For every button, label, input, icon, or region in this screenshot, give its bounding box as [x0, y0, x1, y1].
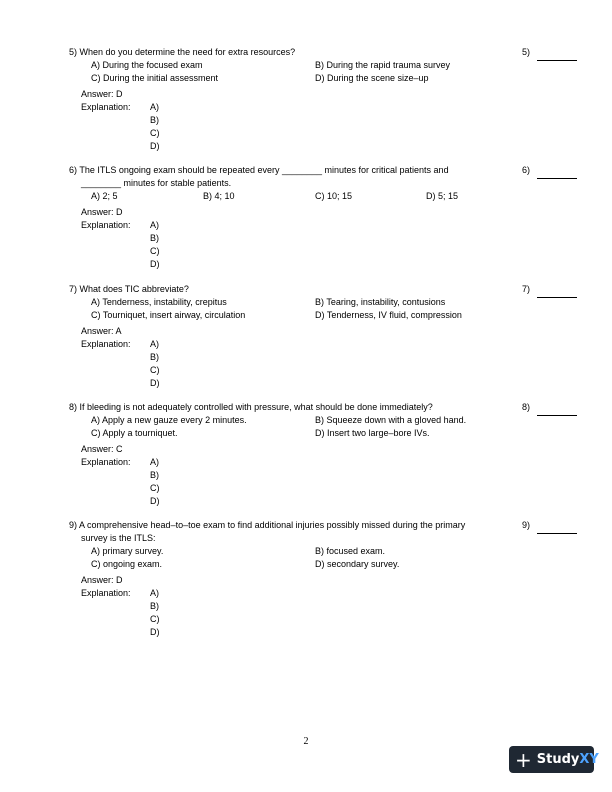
option-b: B) Squeeze down with a gloved hand.	[315, 415, 467, 425]
explanation-a: A)	[150, 339, 159, 349]
option-a: A) During the focused exam	[91, 60, 203, 70]
option-d: D) During the scene size–up	[315, 73, 429, 83]
explanation-label: Explanation:	[81, 457, 131, 467]
explanation-b: B)	[150, 233, 159, 243]
explanation-a: A)	[150, 220, 159, 230]
answer-number: 9)	[522, 520, 531, 530]
option-b: B) During the rapid trauma survey	[315, 60, 451, 70]
explanation-c: C)	[150, 614, 160, 624]
option-b: B) focused exam.	[315, 546, 386, 556]
plus-icon: +	[515, 747, 532, 772]
explanation-d: D)	[150, 496, 160, 506]
question-text: 7) What does TIC abbreviate?	[69, 284, 189, 294]
answer-blank	[537, 167, 577, 179]
option-a: A) Apply a new gauze every 2 minutes.	[91, 415, 247, 425]
explanation-c: C)	[150, 128, 160, 138]
explanation-c: C)	[150, 246, 160, 256]
explanation-label: Explanation:	[81, 339, 131, 349]
option-a: A) primary survey.	[91, 546, 164, 556]
option-a: A) Tenderness, instability, crepitus	[91, 297, 227, 307]
answer-line: Answer: D	[81, 89, 123, 99]
answer-line: Answer: D	[81, 575, 123, 585]
brand-main: Study	[536, 751, 580, 767]
option-b: B) 4; 10	[203, 191, 235, 201]
explanation-b: B)	[150, 470, 159, 480]
explanation-a: A)	[150, 588, 159, 598]
explanation-d: D)	[150, 627, 160, 637]
explanation-a: A)	[150, 102, 159, 112]
explanation-b: B)	[150, 352, 159, 362]
answer-blank	[537, 49, 577, 61]
explanation-d: D)	[150, 378, 160, 388]
answer-line: Answer: C	[81, 444, 123, 454]
studyxy-badge[interactable]	[509, 746, 599, 773]
option-b: B) Tearing, instability, contusions	[315, 297, 446, 307]
explanation-label: Explanation:	[81, 220, 131, 230]
question-text: 9) A comprehensive head–to–toe exam to find additional injuries possibly missed during the primary	[69, 520, 466, 530]
option-c: C) Tourniquet, insert airway, circulation	[91, 310, 246, 320]
explanation-c: C)	[150, 483, 160, 493]
explanation-a: A)	[150, 457, 159, 467]
answer-number: 8)	[522, 402, 531, 412]
answer-blank	[537, 404, 577, 416]
question-text-cont: survey is the ITLS:	[81, 533, 156, 543]
option-c: C) ongoing exam.	[91, 559, 163, 569]
explanation-c: C)	[150, 365, 160, 375]
option-d: D) Tenderness, IV fluid, compression	[315, 310, 462, 320]
answer-number: 5)	[522, 47, 531, 57]
explanation-d: D)	[150, 259, 160, 269]
answer-number: 6)	[522, 165, 531, 175]
explanation-label: Explanation:	[81, 102, 131, 112]
question-text: 8) If bleeding is not adequately controlled with pressure, what should be done immediately?	[69, 402, 433, 412]
option-d: D) secondary survey.	[315, 559, 400, 569]
question-text: 6) The ITLS ongoing exam should be repeated every ________ minutes for critical patients and	[69, 165, 449, 175]
answer-blank	[537, 286, 577, 298]
option-d: D) 5; 15	[426, 191, 459, 201]
answer-line: Answer: A	[81, 326, 122, 336]
explanation-d: D)	[150, 141, 160, 151]
answer-number: 7)	[522, 284, 531, 294]
option-c: C) During the initial assessment	[91, 73, 219, 83]
question-text-cont: ________ minutes for stable patients.	[81, 178, 232, 188]
answer-blank	[537, 522, 577, 534]
explanation-b: B)	[150, 115, 159, 125]
option-a: A) 2; 5	[91, 191, 118, 201]
option-d: D) Insert two large–bore IVs.	[315, 428, 430, 438]
explanation-label: Explanation:	[81, 588, 131, 598]
brand-accent: XY	[579, 751, 599, 767]
question-text: 5) When do you determine the need for extra resources?	[69, 47, 296, 57]
explanation-b: B)	[150, 601, 159, 611]
option-c: C) 10; 15	[315, 191, 353, 201]
option-c: C) Apply a tourniquet.	[91, 428, 178, 438]
page-number: 2	[303, 736, 309, 747]
answer-line: Answer: D	[81, 207, 123, 217]
